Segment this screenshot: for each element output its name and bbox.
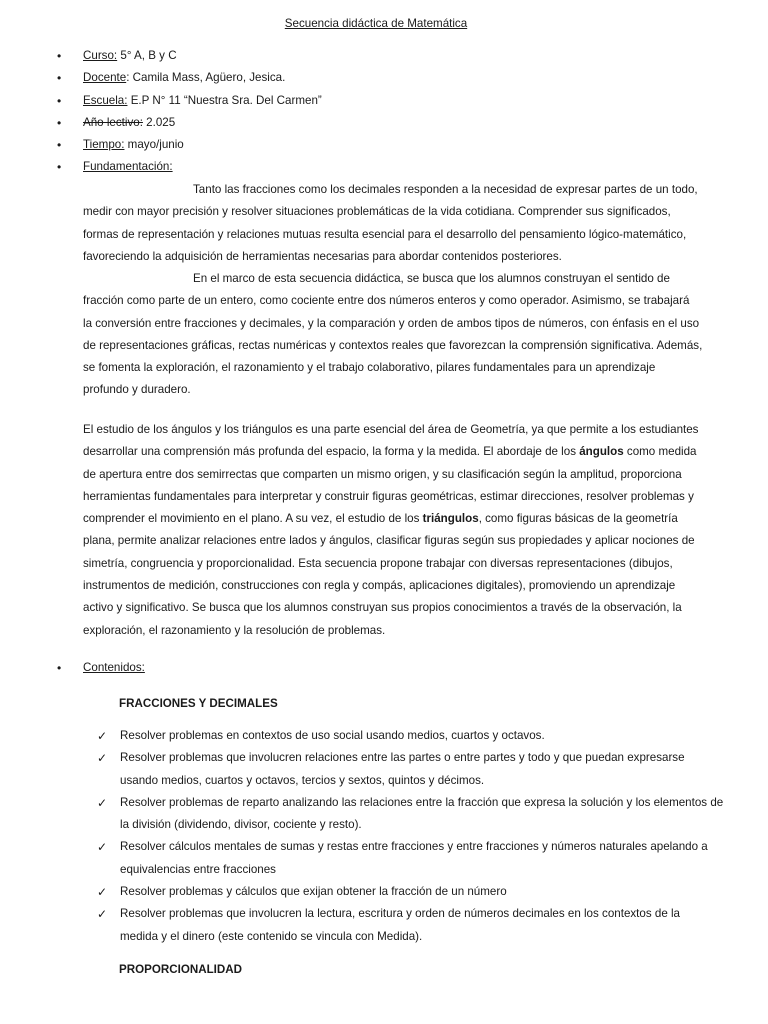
checklist-item — [0, 881, 732, 903]
info-item-tiempo — [0, 134, 768, 156]
paragraph-line: de apertura entre dos semirrectas que comparten un mismo origen, y su clasificación según la amplitud, proporciona — [83, 467, 682, 481]
paragraph-line: instrumentos de medición, construcciones con regla y compás, aplicaciones digitales), promoviendo un aprendizaje — [83, 579, 676, 593]
checklist-item — [0, 747, 732, 792]
checklist-line: Resolver problemas que involucren relaciones entre las partes o entre partes y todo y que puedan expresarse — [120, 751, 685, 765]
checklist-line: medida y el dinero (este contenido se vincula con Medida). — [120, 929, 423, 943]
fundamentacion-paragraph-2 — [83, 268, 729, 402]
checklist-item — [0, 792, 732, 837]
checkmark-icon: ✓ — [97, 751, 108, 766]
checkmark-icon: ✓ — [97, 729, 108, 743]
text-run: , como figuras básicas de la geometría — [478, 512, 678, 526]
info-item-docente — [0, 67, 768, 89]
text-run: como medida — [623, 445, 697, 459]
anio-value: 2.025 — [142, 115, 176, 129]
curso-label: Curso: — [83, 49, 118, 62]
paragraph-line: fracción como parte de un entero, como cociente entre dos números enteros y como operador. Asimismo, se trabajará — [83, 294, 690, 308]
bullet-icon: • — [57, 49, 62, 63]
text-run: comprender el movimiento en el plano. A su vez, el estudio de los — [83, 512, 423, 526]
paragraph-line: En el marco de esta secuencia didáctica, se busca que los alumnos construyan el sentido de — [193, 272, 670, 285]
paragraph-line — [83, 441, 729, 463]
docente-label: Docente — [83, 71, 127, 85]
paragraph-line: El estudio de los ángulos y los triángulos es una parte esencial del área de Geometría, ya que permite a los estudiantes — [83, 423, 699, 436]
docente-value: : Camila Mass, Agüero, Jesica. — [126, 71, 286, 85]
checklist-line: Resolver problemas que involucren la lectura, escritura y orden de números decimales en los contextos de la — [120, 907, 681, 921]
tiempo-label: Tiempo: — [83, 138, 125, 152]
checklist-line: la división (dividendo, divisor, cociente y resto). — [120, 818, 362, 832]
checklist-item — [0, 903, 732, 948]
paragraph-line — [83, 508, 729, 530]
paragraph-line: profundo y duradero. — [83, 383, 191, 397]
escuela-label: Escuela: — [83, 93, 128, 107]
checklist-line: usando medios, cuartos y octavos, tercios y sextos, quintos y décimos. — [120, 773, 485, 787]
checkmark-icon: ✓ — [97, 907, 108, 922]
contenidos-label: Contenidos: — [83, 661, 145, 674]
fundamentacion-paragraph-3 — [83, 419, 729, 642]
curso-value: 5° A, B y C — [117, 49, 177, 62]
checklist-line: Resolver problemas y cálculos que exijan obtener la fracción de un número — [120, 885, 507, 899]
paragraph-line: favoreciendo la adquisición de herramientas necesarias para abordar contenidos posteriores. — [83, 249, 562, 263]
escuela-value: E.P N° 11 “Nuestra Sra. Del Carmen” — [127, 93, 322, 107]
checklist-item — [0, 836, 732, 881]
checklist-line: equivalencias entre fracciones — [120, 862, 276, 876]
paragraph-line: Tanto las fracciones como los decimales responden a la necesidad de expresar partes de un todo, — [193, 183, 698, 196]
paragraph-line: exploración, el razonamiento y la resolución de problemas. — [83, 623, 386, 637]
paragraph-line: herramientas fundamentales para interpretar y construir figuras geométricas, estimar direcciones, resolver problemas y — [83, 489, 694, 503]
checklist-line: Resolver problemas de reparto analizando las relaciones entre la fracción que expresa la solución y los elementos de — [120, 795, 724, 809]
info-list — [0, 45, 768, 179]
checkmark-icon: ✓ — [97, 840, 108, 855]
paragraph-line: simetría, congruencia y proporcionalidad. Esta secuencia propone trabajar con diversas representaciones (dibujos, — [83, 556, 673, 570]
section-heading-fracciones: FRACCIONES Y DECIMALES — [119, 697, 278, 710]
info-item-escuela — [0, 90, 768, 112]
bold-term: triángulos — [422, 512, 479, 526]
info-item-contenidos — [0, 657, 768, 679]
checkmark-icon: ✓ — [97, 795, 108, 810]
anio-label: Año lectivo: — [83, 115, 143, 129]
checklist-line: Resolver cálculos mentales de sumas y restas entre fracciones y entre fracciones y números naturales apelando a — [120, 840, 708, 854]
bullet-icon: • — [57, 138, 62, 153]
paragraph-line: se fomenta la exploración, el razonamiento y el trabajo colaborativo, pilares fundamentales para un aprendizaje — [83, 361, 656, 375]
section-heading-proporcionalidad: PROPORCIONALIDAD — [119, 963, 243, 976]
contenidos-checklist — [0, 725, 768, 948]
info-item-anio — [0, 112, 768, 134]
bullet-icon: • — [57, 115, 62, 130]
paragraph-line: formas de representación y relaciones mutuas resulta esencial para el desarrollo del pensamiento lógico-matemático, — [83, 227, 687, 241]
tiempo-value: mayo/junio — [124, 138, 184, 152]
bullet-icon: • — [57, 160, 62, 175]
document-title: Secuencia didáctica de Matemática — [284, 17, 468, 30]
bullet-icon: • — [57, 93, 62, 108]
paragraph-line: medir con mayor precisión y resolver situaciones problemáticas de la vida cotidiana. Comprender sus significados, — [83, 205, 671, 219]
bullet-icon: • — [57, 661, 62, 675]
checkmark-icon: ✓ — [97, 885, 108, 900]
paragraph-line: de representaciones gráficas, rectas numéricas y contextos reales que favorezcan la comprensión significativa. Además, — [83, 338, 703, 352]
info-item-curso — [0, 45, 768, 67]
bullet-icon: • — [57, 71, 62, 86]
text-run: desarrollar una comprensión más profunda del espacio, la forma y la medida. El abordaje de los — [83, 445, 580, 459]
checklist-item — [0, 725, 732, 747]
fundamentacion-paragraph-1 — [83, 179, 729, 268]
fundamentacion-label: Fundamentación: — [83, 160, 173, 174]
contenidos-list — [0, 657, 768, 679]
paragraph-line: activo y significativo. Se busca que los alumnos construyan sus propios conocimientos a través de la observación, la — [83, 601, 682, 615]
info-item-fundamentacion — [0, 156, 768, 178]
paragraph-line: plana, permite analizar relaciones entre lados y ángulos, clasificar figuras según sus propiedades y aplicar nociones de — [83, 534, 695, 548]
checklist-line: Resolver problemas en contextos de uso social usando medios, cuartos y octavos. — [120, 729, 545, 742]
paragraph-line: la conversión entre fracciones y decimales, y la comparación y orden de ambos tipos de números, con énfasis en el uso — [83, 316, 700, 330]
bold-term: ángulos — [579, 445, 624, 459]
